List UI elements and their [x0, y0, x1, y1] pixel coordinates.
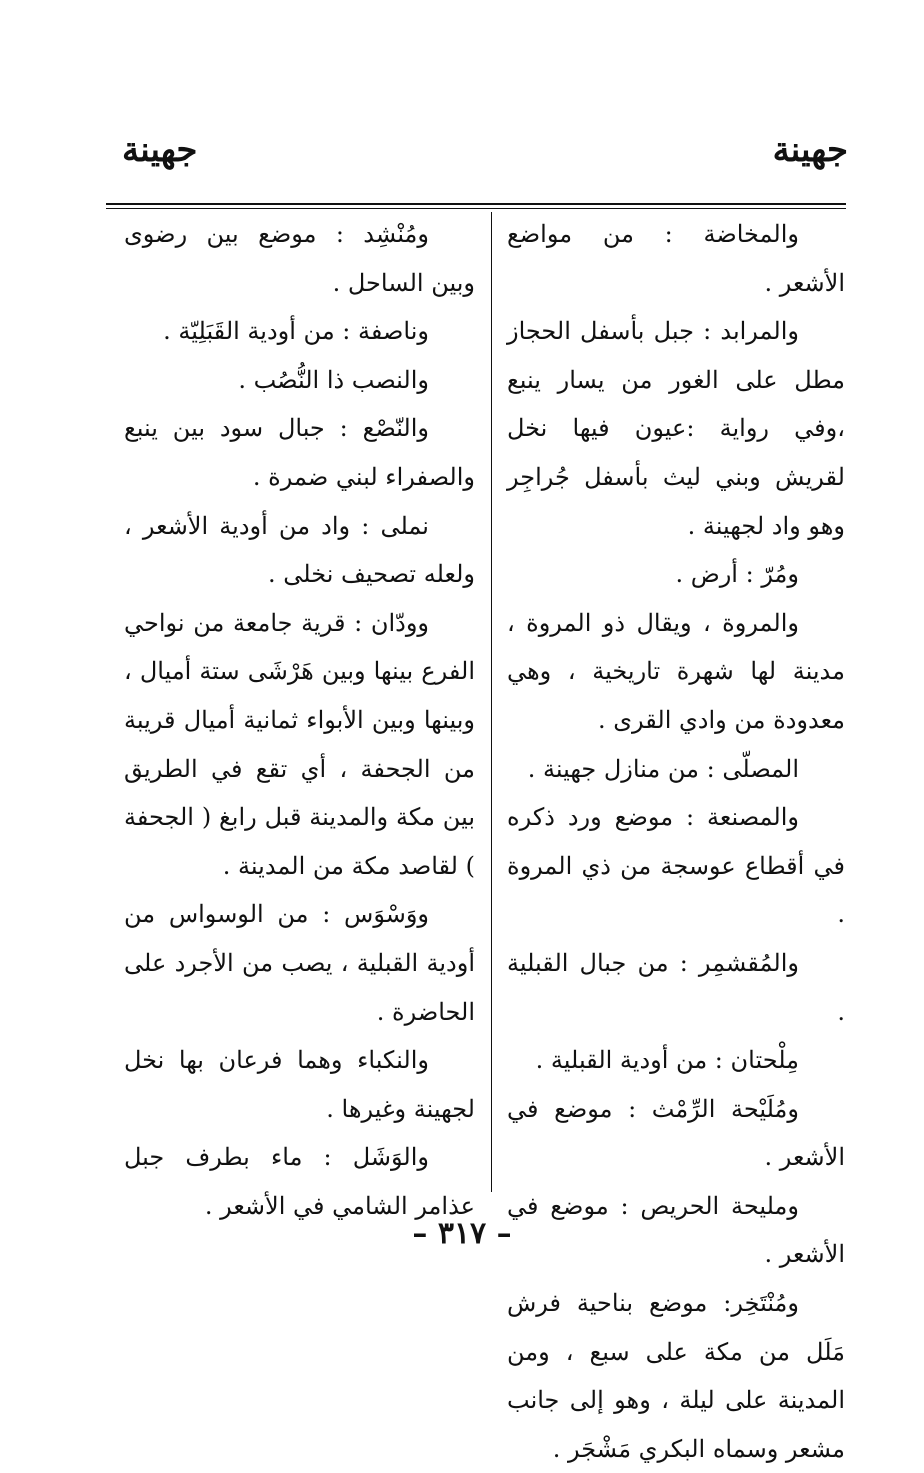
entry-left-4: والنّصْع : جبال سود بين ينبع والصفراء لبني ضمرة .: [124, 414, 475, 491]
entry-right-1: والمخاضة : من مواضع الأشعر .: [507, 220, 845, 297]
entry-left-1: ومُنْشِد : موضع بين رضوى وبين الساحل .: [124, 220, 475, 297]
running-head-left: جهينة: [122, 130, 198, 170]
entry-right-4: والمروة ، ويقال ذو المروة ، مدينة لها شهرة تاريخية ، وهي معدودة من وادي القرى .: [507, 608, 845, 734]
entry-right-5: المصلّى : من منازل جهينة .: [527, 754, 799, 783]
entry-right-9: ومُلَيْحة الرِّمْث : موضع في الأشعر .: [507, 1094, 845, 1172]
entry-right-10: ومليحة الحريص : موضع في الأشعر .: [507, 1191, 845, 1269]
entry-left-5: نملى : واد من أودية الأشعر ، ولعله تصحيف نخلى .: [124, 511, 475, 589]
entry-left-3: والنصب ذا النُّصُب .: [238, 365, 429, 394]
entry-left-8: والنكباء وهما فرعان بها نخل لجهينة وغيرها .: [124, 1046, 475, 1123]
entry-right-11: ومُنْتَخِر: موضع بناحية فرش مَلَل من مكة على سبع ، ومن المدينة على ليلة ، وهو إلى جانب مشعر وسماه البكري مَشْجَر .: [507, 1289, 845, 1463]
entry-left-9: والوَشَل : ماء بطرف جبل عذامر الشامي في الأشعر .: [124, 1143, 475, 1220]
entry-left-7: ووَسْوَس : من الوسواس من أودية القبلية ، يصب من الأجرد على الحاضرة .: [124, 900, 475, 1026]
entry-right-7: والمُقشمِر : من جبال القبلية .: [507, 948, 845, 1026]
entry-right-8: مِلْحتان : من أودية القبلية .: [535, 1046, 799, 1075]
header-rule-thin: [106, 208, 846, 209]
column-divider: [491, 212, 492, 1192]
entry-left-6: وودّان : قرية جامعة من نواحي الفرع بينها وبين هَرْشَى ستة أميال ، وبينها وبين الأبواء ثمانية أميال قريبة من الجحفة ، أي تقع في الطريق بين مكة والمدينة قبل رابغ ( الجحفة ) لقاصد مكة من المدينة .: [124, 608, 475, 880]
header-rule-thick: [106, 203, 846, 205]
running-head-right: جهينة: [772, 130, 848, 170]
page-number: – ٣١٧ –: [412, 1216, 512, 1251]
left-column: [124, 210, 475, 1230]
entry-right-6: والمصنعة : موضع ورد ذكره في أقطاع عوسجة من ذي المروة .: [507, 803, 845, 929]
entry-left-2: وناصفة : من أودية القَبَلِيّة .: [163, 317, 429, 346]
right-column: [507, 210, 845, 1473]
entry-right-2: والمرابد : جبل بأسفل الحجاز مطل على الغور من يسار ينبع ،وفي رواية :عيون فيها نخل لقريش وبني ليث بأسفل جُراجِر وهو واد لجهينة .: [507, 317, 845, 540]
entry-right-3: ومُرّ : أرض .: [675, 560, 799, 589]
